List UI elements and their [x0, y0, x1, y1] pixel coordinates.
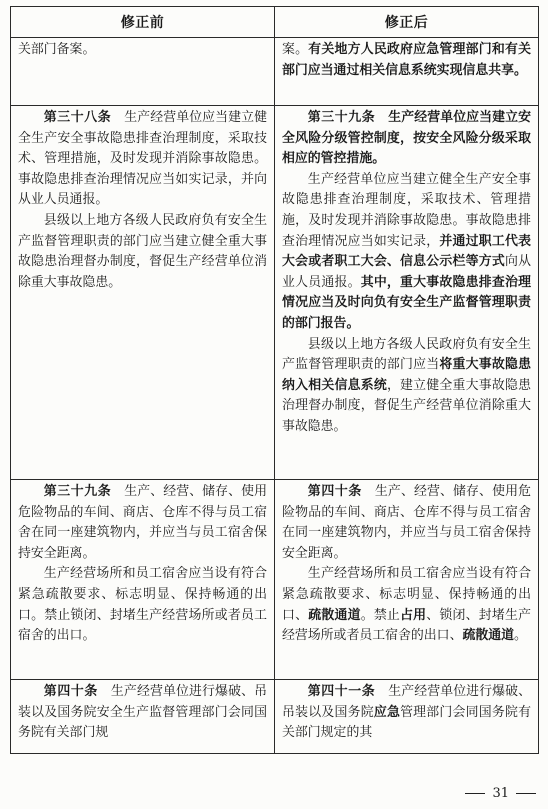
amended-text: 生产经营单位应当建立安全风险分级管控制度，按安全风险分级采取相应的管控措施。 — [282, 110, 532, 167]
paragraph — [282, 335, 531, 438]
paragraph — [18, 682, 267, 744]
amended-text: 其中，重大事故隐患排查治理情况应当及时向负有安全生产监督管理职责的部门报告。 — [282, 274, 531, 331]
paragraph — [282, 564, 531, 646]
paragraph — [282, 170, 531, 335]
table-row — [11, 38, 539, 106]
article-number: 第四十条 — [43, 684, 98, 699]
text: 。禁止 — [360, 607, 401, 623]
article-number: 第三十九条 — [307, 110, 376, 125]
text: ，建立健全重大事故隐患治理督办制度，督促生产经营单位消除重大事故隐患。 — [282, 377, 531, 434]
amended-text: 将重大事故隐患纳入相关信息系统 — [282, 357, 531, 393]
text: 生产经营单位应当建立健全生产安全事故隐患排查治理制度，采取技术、管理措施，及时发现并消除事故隐患。事故隐患排查治理情况应当如实记录， — [282, 171, 531, 249]
footer-dash — [516, 793, 536, 794]
paragraph — [282, 682, 531, 744]
paragraph — [18, 40, 267, 61]
text: 生产、经营、储存、使用危险物品的车间、商店、仓库不得与员工宿舍在同一座建筑物内，并应当与员工宿舍保持安全距离。 — [18, 484, 268, 561]
table-row — [11, 106, 539, 480]
amended-text: 占用 — [400, 607, 427, 623]
before-cell — [11, 680, 275, 754]
text: 案。 — [282, 42, 309, 57]
amended-text: 有关地方人民政府应急管理部门和有关部门应当通过相关信息系统实现信息共享。 — [282, 42, 531, 78]
table-row — [11, 680, 539, 754]
amended-text: 应急 — [373, 704, 401, 720]
paragraph — [18, 564, 267, 646]
before-cell — [11, 38, 275, 106]
text: 生产经营场所和员工宿舍应当设有符合紧急疏散要求、标志明显、保持畅通的出口。禁止锁闭、封堵生产经营场所或者员工宿舍的出口。 — [18, 566, 267, 644]
article-number: 第四十条 — [307, 484, 362, 499]
text: 生产经营单位进行爆破、吊装以及国务院 — [282, 684, 532, 720]
amended-text: 疏散通道 — [462, 628, 515, 644]
article-number: 第四十一条 — [307, 684, 376, 699]
text: 管理部门会同国务院有关部门规定的其 — [282, 704, 532, 741]
before-cell — [11, 480, 275, 680]
footer-dash — [465, 793, 485, 794]
text: 向从业人员通报。 — [282, 254, 532, 290]
page-number: 31 — [492, 786, 509, 801]
article-number: 第三十九条 — [43, 484, 112, 499]
column-header-after: 修正后 — [275, 7, 539, 38]
text: 县级以上地方各级人民政府负有安全生产监督管理职责的部门应当建立健全重大事故隐患治理督办制度，督促生产经营单位消除重大事故隐患。 — [18, 212, 267, 290]
paragraph — [282, 40, 531, 81]
text: 、锁闭、封堵生产经营场所或者员工宿舍的出口、 — [282, 607, 532, 644]
text: 县级以上地方各级人民政府负有安全生产监督管理职责的部门应当 — [282, 336, 531, 373]
paragraph — [18, 108, 267, 211]
table-row — [11, 480, 539, 680]
after-cell — [275, 480, 539, 680]
page-footer — [465, 786, 536, 801]
text: 关部门备案。 — [18, 42, 96, 57]
amended-text: 疏散通道 — [308, 607, 361, 623]
text: 生产经营场所和员工宿舍应当设有符合紧急疏散要求、标志明显、保持畅通的出口、 — [282, 566, 531, 623]
paragraph — [18, 211, 267, 293]
article-number: 第三十八条 — [43, 110, 112, 125]
after-cell — [275, 680, 539, 754]
text: 生产、经营、储存、使用危险物品的车间、商店、仓库不得与员工宿舍在同一座建筑物内，并应当与员工宿舍保持安全距离。 — [282, 484, 532, 561]
after-cell — [275, 38, 539, 106]
after-cell — [275, 106, 539, 480]
paragraph — [18, 482, 267, 564]
before-cell — [11, 106, 275, 480]
column-header-before: 修正前 — [11, 7, 275, 38]
paragraph — [282, 108, 531, 170]
paragraph — [282, 482, 531, 564]
amended-text: 并通过职工代表大会或者职工大会、信息公示栏等方式 — [282, 233, 531, 270]
text: 生产经营单位应当建立健全生产安全事故隐患排查治理制度，采取技术、管理措施，及时发现并消除事故隐患。事故隐患排查治理情况应当如实记录，并向从业人员通报。 — [18, 110, 268, 208]
header-row — [11, 7, 539, 38]
comparison-table — [10, 6, 539, 754]
text: 生产经营单位进行爆破、吊装以及国务院安全生产监督管理部门会同国务院有关部门规 — [18, 684, 268, 741]
text: 。 — [514, 628, 527, 644]
